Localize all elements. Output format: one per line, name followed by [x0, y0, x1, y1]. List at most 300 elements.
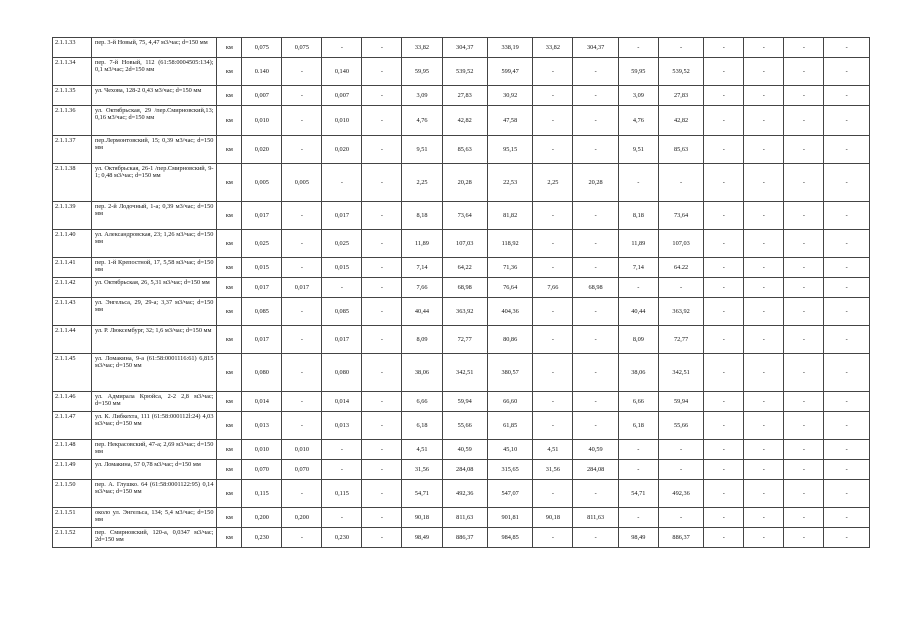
value-cell: - [784, 508, 824, 528]
object-description-cell: ул. К. Либкехта, 111 (61:58:000112l:24) 4,03 м3/час; d=150 мм [91, 412, 217, 440]
value-cell: 8,18 [402, 202, 442, 230]
value-cell: - [704, 326, 744, 354]
value-cell: - [362, 38, 402, 58]
value-cell: - [784, 354, 824, 392]
value-cell: - [533, 298, 573, 326]
value-cell: - [533, 354, 573, 392]
value-cell: - [533, 106, 573, 136]
value-cell: 0,115 [242, 480, 282, 508]
value-cell: - [533, 392, 573, 412]
value-cell: - [824, 230, 870, 258]
value-cell: 7,14 [402, 258, 442, 278]
value-cell: 59,94 [658, 392, 703, 412]
value-cell: - [282, 58, 322, 86]
value-cell: 4,51 [402, 440, 442, 460]
value-cell: 901,81 [487, 508, 532, 528]
value-cell: - [322, 278, 362, 298]
unit-cell: км [217, 326, 242, 354]
value-cell: 3,09 [402, 86, 442, 106]
table-row [53, 106, 870, 136]
value-cell: - [784, 528, 824, 548]
value-cell: - [282, 298, 322, 326]
value-cell: 7,66 [402, 278, 442, 298]
value-cell: - [658, 440, 703, 460]
value-cell: 284,08 [573, 460, 618, 480]
value-cell: - [704, 38, 744, 58]
table-row [53, 480, 870, 508]
table-row [53, 164, 870, 202]
value-cell: - [704, 58, 744, 86]
row-number-cell: 2.1.1.40 [53, 230, 92, 258]
value-cell: - [282, 106, 322, 136]
value-cell: - [282, 86, 322, 106]
value-cell: 72,77 [442, 326, 487, 354]
value-cell: - [362, 412, 402, 440]
value-cell: - [704, 106, 744, 136]
table-row [53, 440, 870, 460]
value-cell: 342,51 [442, 354, 487, 392]
value-cell: 81,82 [487, 202, 532, 230]
value-cell: 9,51 [618, 136, 658, 164]
value-cell: 40,59 [442, 440, 487, 460]
unit-cell: км [217, 202, 242, 230]
table-row [53, 528, 870, 548]
unit-cell: км [217, 528, 242, 548]
value-cell: 0,017 [242, 278, 282, 298]
value-cell: - [704, 202, 744, 230]
value-cell: 0,017 [322, 326, 362, 354]
value-cell: 0,013 [242, 412, 282, 440]
value-cell: 73,64 [658, 202, 703, 230]
value-cell: 0,080 [322, 354, 362, 392]
value-cell: 404,36 [487, 298, 532, 326]
value-cell: - [704, 278, 744, 298]
table-row [53, 58, 870, 86]
value-cell: - [573, 528, 618, 548]
value-cell: - [704, 164, 744, 202]
value-cell: - [744, 136, 784, 164]
value-cell: - [704, 136, 744, 164]
value-cell: - [824, 202, 870, 230]
value-cell: 547,07 [487, 480, 532, 508]
value-cell: 0,020 [242, 136, 282, 164]
table-row [53, 298, 870, 326]
unit-cell: км [217, 258, 242, 278]
value-cell: - [744, 392, 784, 412]
value-cell: - [573, 326, 618, 354]
value-cell: - [784, 412, 824, 440]
value-cell: 47,58 [487, 106, 532, 136]
value-cell: - [784, 258, 824, 278]
value-cell: 40,59 [573, 440, 618, 460]
unit-cell: км [217, 38, 242, 58]
unit-cell: км [217, 412, 242, 440]
value-cell: 599,47 [487, 58, 532, 86]
value-cell: - [784, 278, 824, 298]
value-cell: - [744, 258, 784, 278]
value-cell: - [573, 392, 618, 412]
value-cell: - [573, 106, 618, 136]
table-row [53, 278, 870, 298]
value-cell: 6,66 [402, 392, 442, 412]
value-cell: - [362, 480, 402, 508]
value-cell: 0,140 [322, 58, 362, 86]
value-cell: 0,005 [242, 164, 282, 202]
value-cell: 64,22 [442, 258, 487, 278]
table-row [53, 392, 870, 412]
object-description-cell: ул. Октябрьская, 26, 5,31 м3/час; d=150 мм [91, 278, 217, 298]
row-number-cell: 2.1.1.45 [53, 354, 92, 392]
value-cell: - [618, 460, 658, 480]
value-cell: 0,017 [242, 326, 282, 354]
value-cell: 886,37 [442, 528, 487, 548]
value-cell: - [362, 528, 402, 548]
table-row [53, 354, 870, 392]
value-cell: 492,36 [658, 480, 703, 508]
value-cell: 0,230 [322, 528, 362, 548]
value-cell: 4,76 [402, 106, 442, 136]
value-cell: 0,010 [242, 440, 282, 460]
value-cell: - [658, 278, 703, 298]
value-cell: 42,82 [442, 106, 487, 136]
value-cell: - [658, 460, 703, 480]
row-number-cell: 2.1.1.49 [53, 460, 92, 480]
value-cell: - [824, 326, 870, 354]
value-cell: 315,65 [487, 460, 532, 480]
row-number-cell: 2.1.1.36 [53, 106, 92, 136]
value-cell: 42,82 [658, 106, 703, 136]
value-cell: - [744, 202, 784, 230]
value-cell: - [533, 326, 573, 354]
value-cell: - [784, 38, 824, 58]
value-cell: - [282, 480, 322, 508]
unit-cell: км [217, 278, 242, 298]
table-row [53, 38, 870, 58]
value-cell: 72,77 [658, 326, 703, 354]
object-description-cell: ул. Октябрьская, 26-1 /пер.Смирновский, 9-1; 0,48 м3/час; d=150 мм [91, 164, 217, 202]
value-cell: - [362, 278, 402, 298]
value-cell: 0,075 [242, 38, 282, 58]
value-cell: 98,49 [618, 528, 658, 548]
value-cell: - [744, 508, 784, 528]
value-cell: - [704, 440, 744, 460]
value-cell: - [824, 298, 870, 326]
value-cell: 7,66 [533, 278, 573, 298]
value-cell: 27,83 [658, 86, 703, 106]
value-cell: - [784, 202, 824, 230]
value-cell: 0,080 [242, 354, 282, 392]
value-cell: 811,63 [442, 508, 487, 528]
value-cell: 33,82 [402, 38, 442, 58]
value-cell: - [533, 480, 573, 508]
value-cell: - [362, 164, 402, 202]
value-cell: 55,66 [442, 412, 487, 440]
value-cell: 61,85 [487, 412, 532, 440]
value-cell: - [533, 258, 573, 278]
value-cell: - [322, 460, 362, 480]
row-number-cell: 2.1.1.50 [53, 480, 92, 508]
value-cell: 984,85 [487, 528, 532, 548]
object-description-cell: ул. Октябрьская, 29 /пер.Смирновский,13; 0,16 м3/час; d=150 мм [91, 106, 217, 136]
table-row [53, 202, 870, 230]
value-cell: - [744, 278, 784, 298]
unit-cell: км [217, 136, 242, 164]
value-cell: - [573, 480, 618, 508]
object-description-cell: ул. Ломакина, 57 0,78 м3/час; d=150 мм [91, 460, 217, 480]
value-cell: 0,115 [322, 480, 362, 508]
value-cell: - [744, 412, 784, 440]
value-cell: 380,57 [487, 354, 532, 392]
value-cell: - [618, 38, 658, 58]
value-cell: - [824, 528, 870, 548]
value-cell: - [824, 392, 870, 412]
value-cell: 492,36 [442, 480, 487, 508]
value-cell: - [744, 460, 784, 480]
value-cell: 20,28 [442, 164, 487, 202]
row-number-cell: 2.1.1.38 [53, 164, 92, 202]
value-cell: - [744, 38, 784, 58]
object-description-cell: ул. Чехова, 128-2 0,43 м3/час; d=150 мм [91, 86, 217, 106]
table-row [53, 230, 870, 258]
unit-cell: км [217, 440, 242, 460]
value-cell: - [704, 508, 744, 528]
table-row [53, 136, 870, 164]
value-cell: 0,025 [322, 230, 362, 258]
value-cell: 9,51 [402, 136, 442, 164]
value-cell: 0,017 [282, 278, 322, 298]
value-cell: 80,86 [487, 326, 532, 354]
value-cell: 22,53 [487, 164, 532, 202]
value-cell: - [282, 528, 322, 548]
object-description-cell: пер. 7-й Новый, 112 (61:58:0004505:134); 0,1 м3/час; 2d=150 мм [91, 58, 217, 86]
value-cell: - [784, 326, 824, 354]
value-cell: 304,37 [442, 38, 487, 58]
value-cell: 0,230 [242, 528, 282, 548]
value-cell: 0,017 [322, 202, 362, 230]
value-cell: - [362, 326, 402, 354]
unit-cell: км [217, 354, 242, 392]
value-cell: 304,37 [573, 38, 618, 58]
value-cell: - [658, 38, 703, 58]
value-cell: - [704, 412, 744, 440]
value-cell: - [282, 392, 322, 412]
table-body [53, 38, 870, 548]
value-cell: - [362, 440, 402, 460]
value-cell: - [824, 86, 870, 106]
value-cell: - [784, 230, 824, 258]
value-cell: - [824, 480, 870, 508]
value-cell: - [824, 412, 870, 440]
value-cell: - [362, 106, 402, 136]
value-cell: - [824, 164, 870, 202]
value-cell: 85,63 [442, 136, 487, 164]
unit-cell: км [217, 480, 242, 508]
row-number-cell: 2.1.1.43 [53, 298, 92, 326]
value-cell: - [362, 298, 402, 326]
value-cell: 0,070 [242, 460, 282, 480]
object-description-cell: пер. Смирновский, 120-a, 0,0347 м3/час; 2d=150 мм [91, 528, 217, 548]
value-cell: - [362, 258, 402, 278]
value-cell: 0,015 [322, 258, 362, 278]
value-cell: 95,15 [487, 136, 532, 164]
value-cell: - [824, 278, 870, 298]
row-number-cell: 2.1.1.33 [53, 38, 92, 58]
value-cell: 338,19 [487, 38, 532, 58]
value-cell: 0,070 [282, 460, 322, 480]
unit-cell: км [217, 460, 242, 480]
value-cell: 0,014 [242, 392, 282, 412]
value-cell: 33,82 [533, 38, 573, 58]
value-cell: - [704, 230, 744, 258]
value-cell: - [824, 354, 870, 392]
value-cell: 0,013 [322, 412, 362, 440]
value-cell: - [744, 86, 784, 106]
value-cell: 27,83 [442, 86, 487, 106]
value-cell: 8,18 [618, 202, 658, 230]
value-cell: - [282, 354, 322, 392]
value-cell: - [533, 412, 573, 440]
value-cell: - [573, 58, 618, 86]
value-cell: 64.22 [658, 258, 703, 278]
value-cell: - [824, 136, 870, 164]
value-cell: - [573, 202, 618, 230]
row-number-cell: 2.1.1.46 [53, 392, 92, 412]
value-cell: - [322, 38, 362, 58]
unit-cell: км [217, 106, 242, 136]
value-cell: 38,06 [402, 354, 442, 392]
object-description-cell: ул. Адмирала Крюйса, 2-2 2,8 м3/час; d=150 мм [91, 392, 217, 412]
object-description-cell: пер. 1-й Крепостной, 17, 5,58 м3/час; d=150 мм [91, 258, 217, 278]
object-description-cell: пер. 2-й Лодочный, 1-а; 0,39 м3/час; d=150 мм [91, 202, 217, 230]
value-cell: - [704, 460, 744, 480]
value-cell: - [784, 392, 824, 412]
value-cell: 31,56 [402, 460, 442, 480]
value-cell: - [618, 508, 658, 528]
value-cell: - [362, 460, 402, 480]
value-cell: 54,71 [618, 480, 658, 508]
object-description-cell: пер. 3-й Новый, 75, 4,47 м3/час; d=150 мм [91, 38, 217, 58]
value-cell: - [282, 326, 322, 354]
value-cell: 2,25 [533, 164, 573, 202]
value-cell: - [282, 258, 322, 278]
value-cell: 45,10 [487, 440, 532, 460]
value-cell: 0,005 [282, 164, 322, 202]
value-cell: 3,09 [618, 86, 658, 106]
value-cell: - [784, 480, 824, 508]
value-cell: - [784, 106, 824, 136]
row-number-cell: 2.1.1.47 [53, 412, 92, 440]
value-cell: 90,18 [402, 508, 442, 528]
value-cell: - [784, 86, 824, 106]
value-cell: 0,010 [282, 440, 322, 460]
value-cell: 6,66 [618, 392, 658, 412]
value-cell: 85,63 [658, 136, 703, 164]
value-cell: 0,200 [242, 508, 282, 528]
object-description-cell: пер. А. Глушко. 64 (61:58:0001122:95) 0,14 м3/час; d=150 мм [91, 480, 217, 508]
value-cell: - [744, 440, 784, 460]
value-cell: - [784, 58, 824, 86]
value-cell: 107,03 [658, 230, 703, 258]
value-cell: - [618, 278, 658, 298]
table-row [53, 460, 870, 480]
value-cell: - [704, 392, 744, 412]
value-cell: 76,64 [487, 278, 532, 298]
value-cell: - [282, 412, 322, 440]
value-cell: 107,03 [442, 230, 487, 258]
value-cell: 0,007 [242, 86, 282, 106]
value-cell: - [573, 230, 618, 258]
value-cell: 68,98 [573, 278, 618, 298]
value-cell: 886,37 [658, 528, 703, 548]
value-cell: 0,085 [322, 298, 362, 326]
row-number-cell: 2.1.1.42 [53, 278, 92, 298]
value-cell: 6,18 [402, 412, 442, 440]
value-cell: - [322, 508, 362, 528]
value-cell: 30,92 [487, 86, 532, 106]
row-number-cell: 2.1.1.34 [53, 58, 92, 86]
value-cell: - [704, 480, 744, 508]
value-cell: 55,66 [658, 412, 703, 440]
value-cell: - [618, 440, 658, 460]
unit-cell: км [217, 392, 242, 412]
value-cell: 811,63 [573, 508, 618, 528]
value-cell: 363,92 [658, 298, 703, 326]
value-cell: - [573, 258, 618, 278]
table-row [53, 258, 870, 278]
object-description-cell: пер. Некрасовский, 47-а; 2,69 м3/час; d=150 мм [91, 440, 217, 460]
row-number-cell: 2.1.1.44 [53, 326, 92, 354]
value-cell: 118,92 [487, 230, 532, 258]
value-cell: 539,52 [658, 58, 703, 86]
row-number-cell: 2.1.1.51 [53, 508, 92, 528]
unit-cell: км [217, 86, 242, 106]
value-cell: - [704, 528, 744, 548]
value-cell: 0,010 [242, 106, 282, 136]
value-cell: - [784, 298, 824, 326]
value-cell: 6,18 [618, 412, 658, 440]
unit-cell: км [217, 508, 242, 528]
value-cell: - [824, 258, 870, 278]
value-cell: 8,09 [618, 326, 658, 354]
value-cell: 0,025 [242, 230, 282, 258]
value-cell: 0,014 [322, 392, 362, 412]
value-cell: 342,51 [658, 354, 703, 392]
value-cell: 68,98 [442, 278, 487, 298]
value-cell: - [282, 136, 322, 164]
value-cell: - [362, 58, 402, 86]
value-cell: 363,92 [442, 298, 487, 326]
row-number-cell: 2.1.1.52 [53, 528, 92, 548]
table-row [53, 326, 870, 354]
value-cell: - [704, 354, 744, 392]
value-cell: - [533, 86, 573, 106]
value-cell: - [704, 258, 744, 278]
value-cell: - [784, 440, 824, 460]
value-cell: 539,52 [442, 58, 487, 86]
value-cell: - [784, 136, 824, 164]
value-cell: - [744, 326, 784, 354]
value-cell: - [533, 528, 573, 548]
value-cell: - [824, 58, 870, 86]
value-cell: - [784, 460, 824, 480]
value-cell: 0,015 [242, 258, 282, 278]
value-cell: 59,95 [618, 58, 658, 86]
value-cell: 8,09 [402, 326, 442, 354]
table-row [53, 412, 870, 440]
value-cell: - [362, 136, 402, 164]
value-cell: - [824, 460, 870, 480]
value-cell: - [744, 354, 784, 392]
